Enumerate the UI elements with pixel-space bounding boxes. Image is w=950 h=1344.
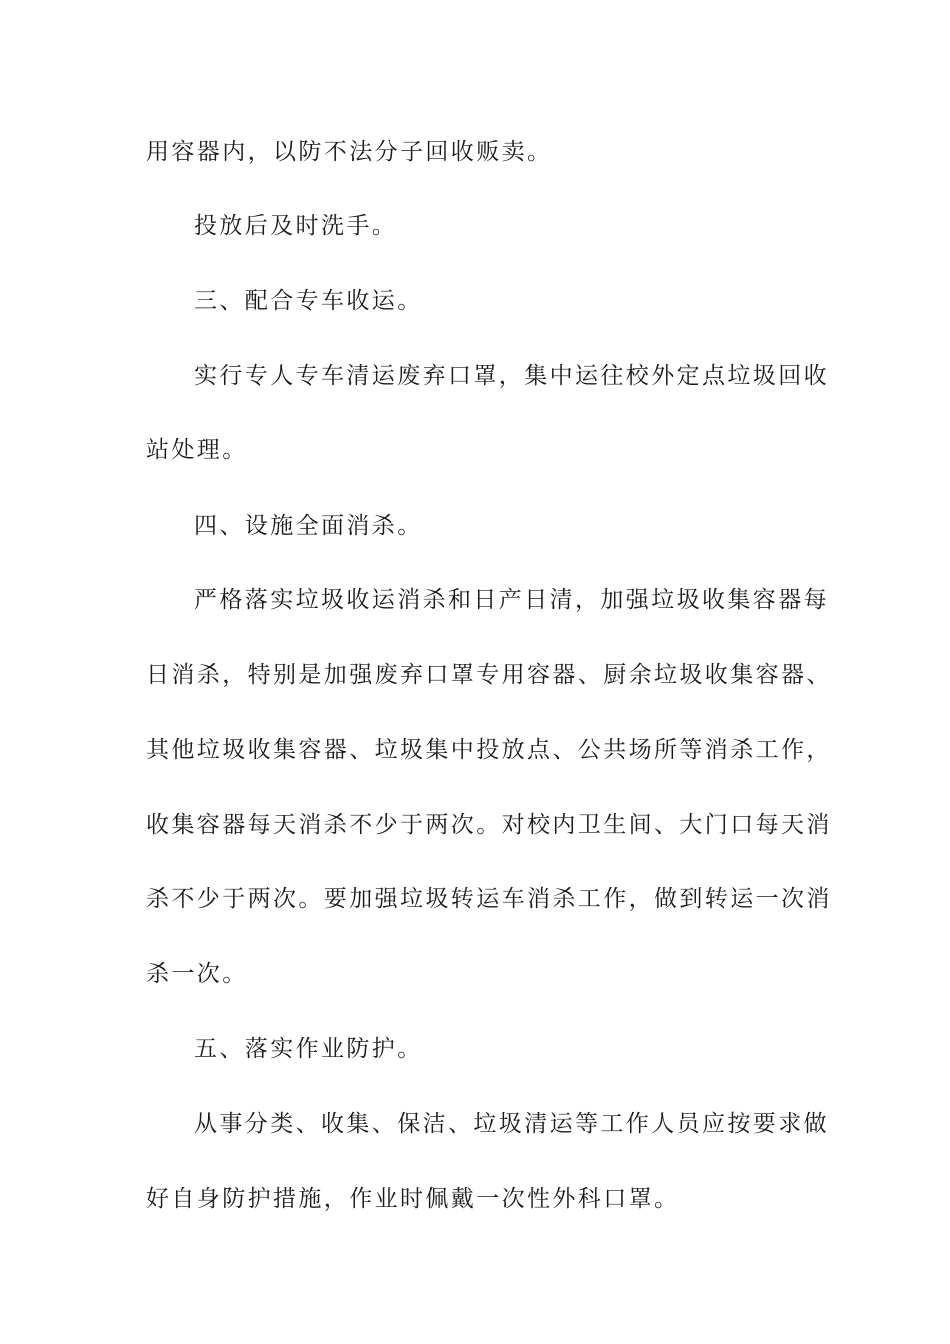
paragraph-line: 站处理。 — [146, 437, 248, 463]
paragraph-line: 其他垃圾收集容器、垃圾集中投放点、公共场所等消杀工作， — [146, 737, 832, 763]
paragraph-line: 杀不少于两次。要加强垃圾转运车消杀工作，做到转运一次消 — [146, 886, 832, 912]
paragraph-line: 日消杀，特别是加强废弃口罩专用容器、厨余垃圾收集容器、 — [146, 662, 832, 688]
section-heading: 五、落实作业防护。 — [194, 1036, 423, 1062]
paragraph-line: 严格落实垃圾收运消杀和日产日清，加强垃圾收集容器每 — [194, 587, 829, 613]
paragraph-line: 好自身防护措施，作业时佩戴一次性外科口罩。 — [146, 1186, 680, 1212]
section-heading: 三、配合专车收运。 — [194, 288, 423, 314]
paragraph-line: 投放后及时洗手。 — [194, 213, 398, 239]
paragraph-line: 杀一次。 — [146, 961, 248, 987]
paragraph-line: 实行专人专车清运废弃口罩，集中运往校外定点垃圾回收 — [194, 363, 829, 389]
paragraph-line: 从事分类、收集、保洁、垃圾清运等工作人员应按要求做 — [194, 1111, 829, 1137]
paragraph-line: 收集容器每天消杀不少于两次。对校内卫生间、大门口每天消 — [146, 812, 832, 838]
paragraph-line: 用容器内，以防不法分子回收贩卖。 — [146, 139, 553, 165]
section-heading: 四、设施全面消杀。 — [194, 513, 423, 539]
